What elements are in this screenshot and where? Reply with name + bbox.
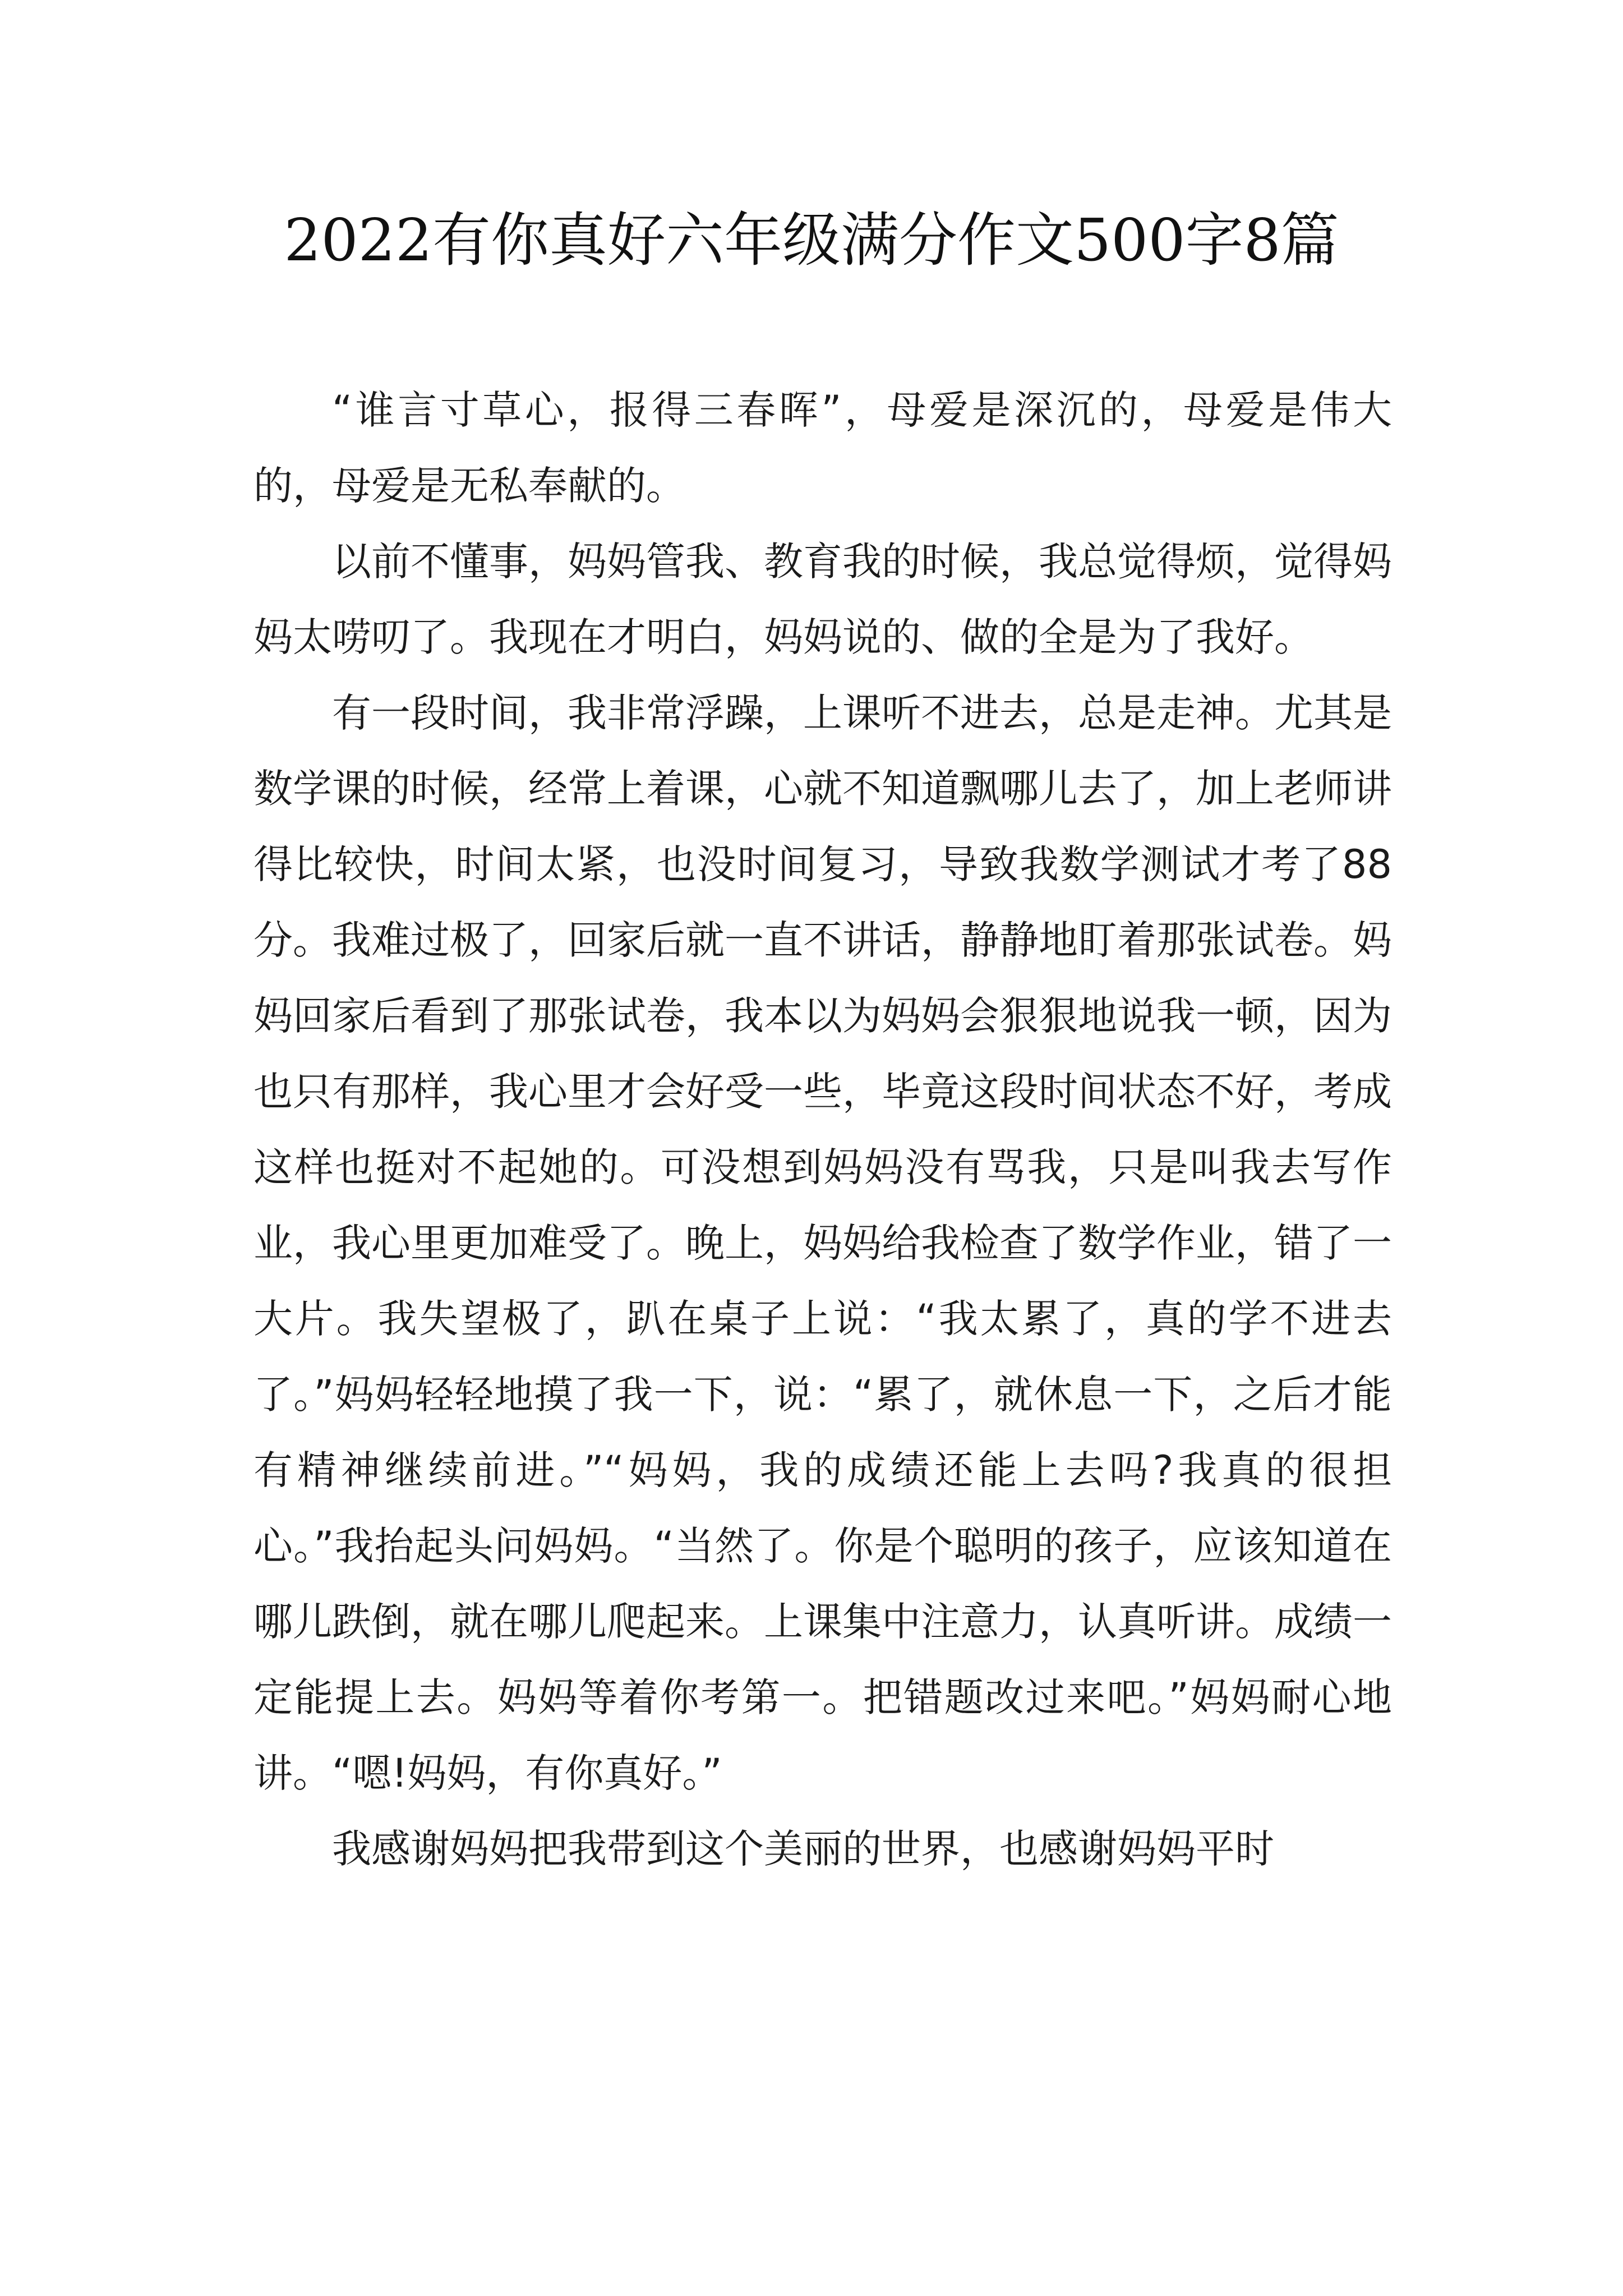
paragraph: 我感谢妈妈把我带到这个美丽的世界，也感谢妈妈平时 xyxy=(332,1826,1274,1872)
paragraph: “谁言寸草心，报得三春晖”，母爱是深沉的，母爱是伟大的，母爱是无私奉献的。 xyxy=(253,387,1392,509)
document-title: 2022有你真好六年级满分作文500字8篇 xyxy=(284,206,1339,274)
paragraph: 有一段时间，我非常浮躁，上课听不进去，总是走神。尤其是数学课的时候，经常上着课，心就不知道飘哪儿去了，加上老师讲得比较快，时间太紧，也没时间复习，导致我数学测试才考了88分。我难过极了，回家后就一直不讲话，静静地盯着那张试卷。妈妈回家后看到了那张试卷，我本以为妈妈会狠狠地说我一顿，因为也只有那样，我心里才会好受一些，毕竟这段时间状态不好，考成这样也挺对不起她的。可没想到妈妈没有骂我，只是叫我去写作业，我心里更加难受了。晚上，妈妈给我检查了数学作业，错了一大片。我失望极了，趴在桌子上说：“我太累了，真的学不进去了。”妈妈轻轻地摸了我一下，说：“累了，就休息一下，之后才能有精神继续前进。”“妈妈，我的成绩还能上去吗?我真的很担心。”我抬起头问妈妈。“当然了。你是个聪明的孩子，应该知道在哪儿跌倒，就在哪儿爬起来。上课集中注意力，认真听讲。成绩一定能提上去。妈妈等着你考第一。把错题改过来吧。”妈妈耐心地讲。“嗯!妈妈，有你真好。” xyxy=(253,690,1392,1796)
document-body xyxy=(253,372,1392,1887)
paragraph: 以前不懂事，妈妈管我、教育我的时候，我总觉得烦，觉得妈妈太唠叨了。我现在才明白，妈妈说的、做的全是为了我好。 xyxy=(253,539,1392,660)
